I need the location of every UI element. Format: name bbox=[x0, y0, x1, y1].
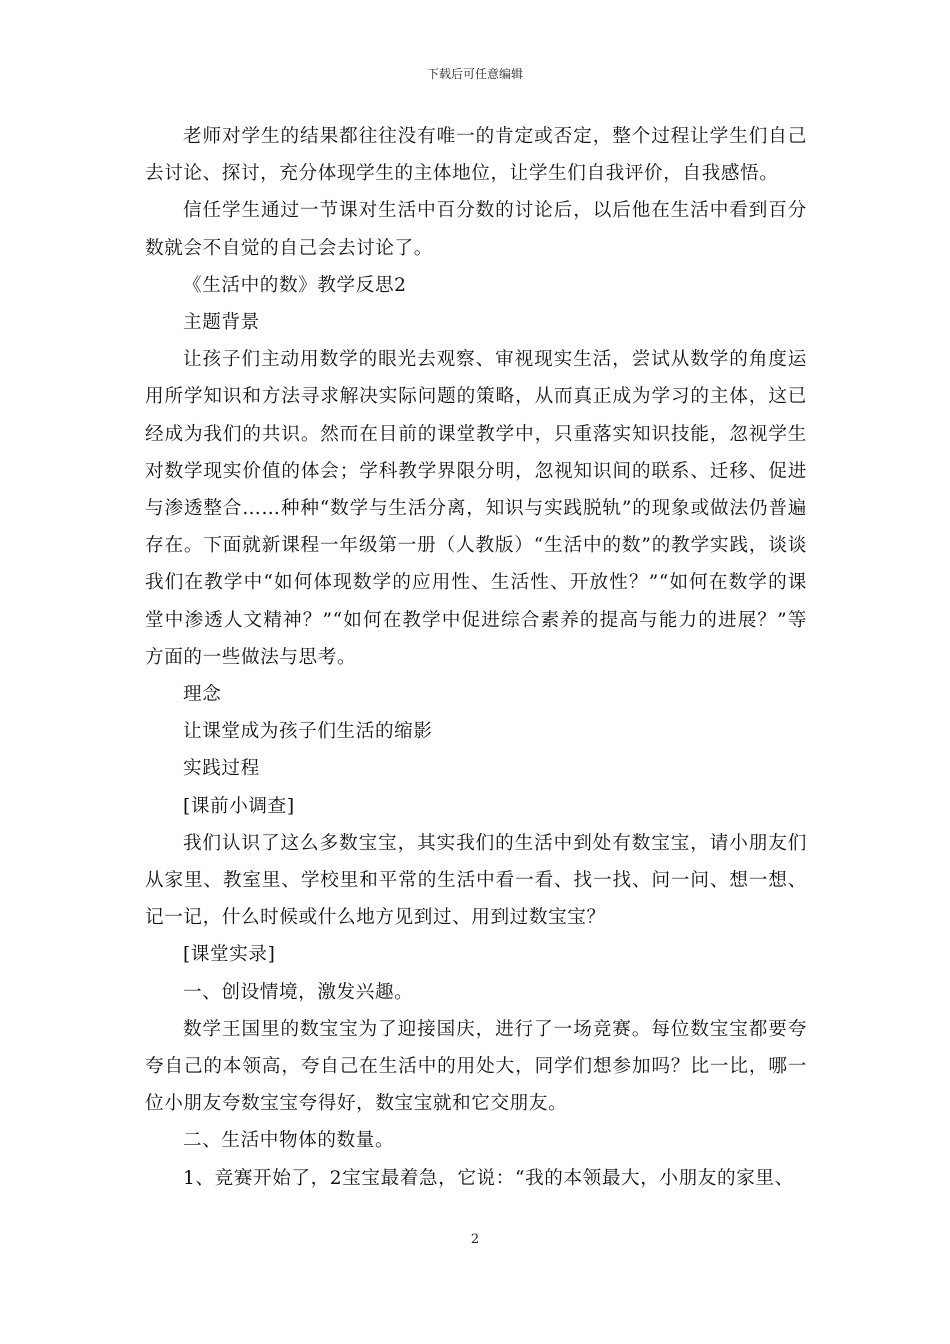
paragraph-concept: 让课堂成为孩子们生活的缩影 bbox=[183, 721, 433, 743]
page-number: 2 bbox=[470, 1232, 480, 1247]
paragraph-competition: 数学王国里的数宝宝为了迎接国庆，进行了一场竞赛。每位数宝宝都要夸夸自己的本领高，夸自己在生活中的用处大，同学们想参加吗？比一比，哪一位小朋友夸数宝宝夸得好，数宝宝就和它交朋友。 bbox=[145, 1018, 807, 1115]
page-header: 下载后可任意编辑 bbox=[426, 67, 523, 81]
heading-theme-background: 主题背景 bbox=[183, 312, 260, 334]
heading-pre-class-survey: [课前小调查] bbox=[183, 795, 295, 817]
heading-step-one: 一、创设情境，激发兴趣。 bbox=[183, 981, 414, 1003]
paragraph-teacher-feedback: 老师对学生的结果都往往没有唯一的肯定或否定，整个过程让学生们自己去讨论、探讨，充分体现学生的主体地位，让学生们自我评价，自我感悟。 bbox=[145, 126, 807, 185]
paragraph-item-one: 1、竞赛开始了，2宝宝最着急，它说：“我的本领最大，小朋友的家里、 bbox=[183, 1167, 794, 1189]
heading-concept: 理念 bbox=[183, 684, 222, 706]
heading-practice: 实践过程 bbox=[183, 758, 260, 780]
paragraph-trust-students: 信任学生通过一节课对生活中百分数的讨论后，以后他在生活中看到百分数就会不自觉的自己会去讨论了。 bbox=[145, 200, 807, 259]
heading-step-two: 二、生活中物体的数量。 bbox=[183, 1130, 395, 1152]
section-title: 《生活中的数》教学反思2 bbox=[183, 274, 407, 296]
paragraph-survey: 我们认识了这么多数宝宝，其实我们的生活中到处有数宝宝，请小朋友们从家里、教室里、学校里和平常的生活中看一看、找一找、问一问、想一想、记一记，什么时候或什么地方见到过、用到过数宝宝？ bbox=[145, 832, 807, 929]
paragraph-background: 让孩子们主动用数学的眼光去观察、审视现实生活，尝试从数学的角度运用所学知识和方法寻求解决实际问题的策略，从而真正成为学习的主体，这已经成为我们的共识。然而在目前的课堂教学中，只重落实知识技能，忽视学生对数学现实价值的体会；学科教学界限分明，忽视知识间的联系、迁移、促进与渗透整合……种种“数学与生活分离，知识与实践脱轨”的现象或做法仍普遍存在。下面就新课程一年级第一册（人教版）“生活中的数”的教学实践，谈谈我们在教学中“如何体现数学的应用性、生活性、开放性？”“如何在数学的课堂中渗透人文精神？”“如何在教学中促进综合素养的提高与能力的进展？”等方面的一些做法与思考。 bbox=[145, 349, 807, 668]
heading-class-record: [课堂实录] bbox=[183, 944, 276, 966]
document-body bbox=[145, 118, 807, 1197]
